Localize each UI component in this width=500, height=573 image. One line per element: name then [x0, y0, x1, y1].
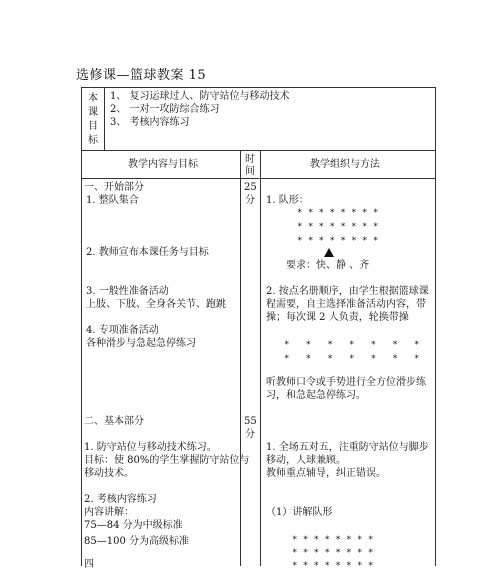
table-border-right — [435, 87, 436, 566]
left-line-16: 四 — [84, 559, 94, 570]
right-line-5: 操；每次课 2 人负责，轮换带操 — [266, 312, 409, 323]
time-col-left-divider — [240, 150, 241, 566]
formation-1-row-1: * * * * * * * * — [297, 208, 379, 218]
header-time-1: 时 — [245, 154, 255, 165]
time-start-value: 25 — [244, 182, 257, 193]
right-line-6: 听教师口令或手势进行全方位滑步练 — [266, 377, 426, 388]
left-line-13: 内容讲解： — [84, 507, 134, 518]
time-basic-value: 55 — [244, 416, 257, 427]
time-start-unit: 分 — [245, 195, 255, 206]
objective-item-2: 2、 一对一攻防综合练习 — [110, 104, 220, 115]
left-line-8: 二、基本部分 — [84, 416, 144, 427]
objectives-label-divider — [104, 87, 105, 150]
objectives-label-1: 本 — [88, 93, 98, 104]
teacher-marker-icon — [324, 248, 334, 257]
header-time-2: 间 — [245, 166, 255, 177]
left-line-11: 移动技术。 — [84, 468, 134, 479]
row-divider-2 — [81, 178, 436, 179]
formation-2-row-2: * * * * * * * — [284, 354, 420, 364]
formation-2-row-1: * * * * * * * — [284, 340, 420, 350]
right-line-8: 1. 全场五对五，注重防守站位与脚步 — [266, 442, 429, 453]
right-line-2: 要求：快、静 、齐 — [286, 260, 370, 271]
left-line-6: 4. 专项准备活动 — [86, 325, 159, 336]
left-line-14: 75—84 分为中级标准 — [84, 520, 183, 531]
left-line-15: 85—100 分为高级标准 — [84, 536, 189, 547]
objectives-label-4: 标 — [88, 135, 98, 146]
objective-item-1: 1、 复习运球过人、防守站位与移动技术 — [110, 91, 290, 102]
time-basic-unit: 分 — [245, 429, 255, 440]
left-line-5: 上肢、下肢、全身各关节、跑跳 — [86, 299, 226, 310]
right-line-7: 习，和急起急停练习。 — [266, 390, 366, 401]
table-border-left — [81, 87, 82, 566]
left-line-2: 1. 整队集合 — [86, 195, 139, 206]
row-divider-1 — [81, 150, 436, 151]
right-line-11: （1）讲解队形 — [266, 507, 333, 518]
formation-1-row-2: * * * * * * * * — [297, 222, 379, 232]
page-title: 选修课—篮球教案 15 — [76, 68, 207, 83]
left-line-10: 目标：使 80%的学生掌握防守站位与 — [84, 455, 250, 466]
table-border-top — [81, 87, 436, 88]
objectives-label-3: 目 — [88, 121, 98, 132]
time-col-right-divider — [260, 150, 261, 566]
left-line-3: 2. 教师宣布本课任务与目标 — [86, 247, 209, 258]
header-content: 教学内容与目标 — [128, 159, 198, 170]
formation-1-row-3: * * * * * * * * — [297, 236, 379, 246]
left-line-9: 1. 防守站位与移动技术练习。 — [84, 442, 217, 453]
right-line-4: 程需要，自主选择准备活动内容，带 — [266, 299, 426, 310]
left-line-4: 3. 一般性准备活动 — [86, 286, 169, 297]
left-line-12: 2. 考核内容练习 — [84, 494, 157, 505]
right-line-1: 1. 队形： — [266, 195, 309, 206]
formation-3-row-2: * * * * * * * * — [292, 548, 374, 558]
right-line-10: 教师重点辅导，纠正错误。 — [266, 468, 386, 479]
right-line-3: 2. 按点名册顺序，由学生根据篮球课 — [266, 286, 429, 297]
right-line-9: 移动，人球兼顾。 — [266, 455, 346, 466]
left-line-1: 一、开始部分 — [84, 182, 144, 193]
objectives-label-2: 课 — [88, 107, 98, 118]
left-line-7: 各种滑步与急起急停练习 — [86, 338, 196, 349]
formation-3-row-3: * * * * * * * * — [292, 561, 374, 571]
objective-item-3: 3、 考核内容练习 — [110, 117, 190, 128]
formation-3-row-1: * * * * * * * * — [292, 535, 374, 545]
header-method: 教学组织与方法 — [310, 159, 380, 170]
